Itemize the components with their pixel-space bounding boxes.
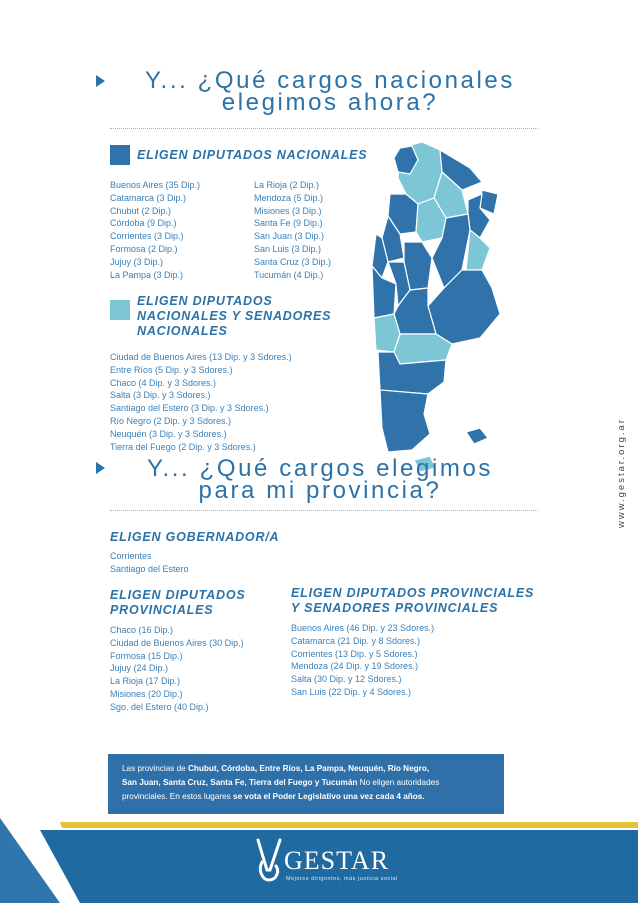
list-item: Santa Cruz (3 Dip.)	[254, 256, 332, 267]
list-item: Buenos Aires (46 Dip. y 23 Sdores.)	[291, 623, 435, 633]
list-item: Chubut (2 Dip.)	[110, 205, 172, 216]
map-region-malvinas	[466, 428, 488, 444]
gestar-tagline: Mejores dirigentes, más justicia social	[286, 876, 398, 882]
list-item: Misiones (3 Dip.)	[254, 205, 322, 216]
divider	[110, 128, 538, 129]
gestar-logo-icon	[254, 836, 284, 884]
divider	[110, 510, 538, 511]
note-line1	[122, 762, 494, 776]
list-item: Mendoza (5 Dip.)	[254, 192, 324, 203]
list-item: Sgo. del Estero (40 Dip.)	[110, 701, 209, 712]
list-item: Santiago del Estero (3 Dip. y 3 Sdores.)	[110, 403, 269, 414]
note-text: No eligen autoridades	[357, 778, 440, 787]
side-url: www.gestar.org.ar	[616, 418, 627, 529]
list-item: La Pampa (3 Dip.)	[110, 269, 184, 280]
dip-prov-title	[110, 588, 246, 618]
map-region-santacruz	[380, 390, 430, 452]
list-item: Santa Fe (9 Dip.)	[254, 218, 323, 229]
list-item: Jujuy (3 Dip.)	[110, 256, 164, 267]
note-line3	[122, 790, 494, 804]
dip-prov-title-line1: ELIGEN DIPUTADOS	[110, 588, 246, 602]
list-item: Entre Ríos (5 Dip. y 3 Sdores.)	[110, 364, 233, 375]
list-item: Misiones (20 Dip.)	[110, 688, 183, 699]
dip-sen-prov-title	[291, 586, 534, 616]
list-item: San Juan (3 Dip.)	[254, 231, 325, 242]
list-item: Catamarca (3 Dip.)	[110, 192, 187, 203]
dip-sen-prov-title-line2: Y SENADORES PROVINCIALES	[291, 601, 499, 615]
list-item: Tierra del Fuego (2 Dip. y 3 Sdores.)	[110, 441, 256, 452]
legend-swatch-light	[110, 300, 130, 320]
map-region-buenosaires	[428, 270, 500, 344]
dip-prov-list	[110, 624, 244, 714]
section1-heading-line2: elegimos ahora?	[221, 89, 439, 116]
section2-heading-line1: Y... ¿Qué cargos elegimos	[146, 455, 494, 482]
list-item: Formosa (2 Dip.)	[110, 243, 178, 254]
play-bullet-icon	[96, 462, 105, 474]
list-item: Corrientes (13 Dip. y 5 Sdores.)	[291, 648, 418, 659]
list-item: Salta (3 Dip. y 3 Sdores.)	[110, 390, 211, 401]
list-item: Salta (30 Dip. y 12 Sdores.)	[291, 674, 402, 685]
group-a-title: ELIGEN DIPUTADOS NACIONALES	[137, 148, 368, 162]
list-item: Corrientes (3 Dip.)	[110, 231, 184, 242]
list-item: Neuquén (3 Dip. y 3 Sdores.)	[110, 428, 227, 439]
section2-heading	[110, 455, 530, 504]
list-item: Mendoza (24 Dip. y 19 Sdores.)	[291, 661, 419, 672]
group-a-col2	[254, 179, 331, 281]
list-item: Santiago del Estero	[110, 563, 189, 574]
group-b-list	[110, 351, 292, 453]
list-item: Jujuy (24 Dip.)	[110, 663, 169, 674]
list-item: San Luis (22 Dip. y 4 Sdores.)	[291, 686, 412, 697]
note-text: provinciales. En estos lugares	[122, 792, 234, 801]
list-item: Chaco (4 Dip. y 3 Sdores.)	[110, 377, 217, 388]
note-bold: Chubut, Córdoba, Entre Ríos, La Pampa, Neuquén, Río Negro,	[188, 764, 430, 773]
list-item: Córdoba (9 Dip.)	[110, 218, 177, 229]
note-box	[108, 754, 504, 814]
list-item: Catamarca (21 Dip. y 8 Sdores.)	[291, 635, 421, 646]
gobernador-title: ELIGEN GOBERNADOR/A	[110, 530, 280, 544]
section1-heading	[110, 67, 550, 116]
dip-sen-prov-list	[291, 622, 434, 699]
list-item: Ciudad de Buenos Aires (30 Dip.)	[110, 637, 244, 648]
list-item: Río Negro (2 Dip. y 3 Sdores.)	[110, 415, 232, 426]
list-item: Formosa (15 Dip.)	[110, 650, 183, 661]
note-line2	[122, 776, 494, 790]
map-region-entrerios	[466, 230, 490, 270]
list-item: Tucumán (4 Dip.)	[254, 269, 324, 280]
dip-sen-prov-title-line1: ELIGEN DIPUTADOS PROVINCIALES	[291, 586, 535, 600]
section2-heading-line2: para mi provincia?	[198, 477, 442, 504]
group-b-title-line2: NACIONALES Y SENADORES	[137, 309, 332, 323]
list-item: Corrientes	[110, 551, 152, 561]
list-item: La Rioja (2 Dip.)	[254, 180, 320, 190]
argentina-map	[370, 138, 530, 478]
group-a-col1	[110, 179, 200, 281]
dip-prov-title-line2: PROVINCIALES	[110, 603, 214, 617]
group-b-title	[137, 294, 331, 339]
gestar-logo-text: GESTAR	[284, 846, 390, 875]
list-item: Chaco (16 Dip.)	[110, 625, 174, 635]
play-bullet-icon	[96, 75, 105, 87]
group-b-title-line3: NACIONALES	[137, 324, 228, 338]
list-item: San Luis (3 Dip.)	[254, 243, 322, 254]
note-text: Las provincias de	[122, 764, 188, 773]
section1-heading-line1: Y... ¿Qué cargos nacionales	[145, 67, 515, 94]
legend-swatch-dark	[110, 145, 130, 165]
gobernador-list	[110, 550, 189, 576]
note-bold: San Juan, Santa Cruz, Santa Fe, Tierra del Fuego y Tucumán	[122, 778, 358, 787]
group-b-title-line1: ELIGEN DIPUTADOS	[137, 294, 273, 308]
list-item: La Rioja (17 Dip.)	[110, 676, 181, 687]
map-region-rionegro	[394, 334, 452, 364]
page-number: 03	[8, 872, 25, 889]
list-item: Buenos Aires (35 Dip.)	[110, 180, 201, 190]
list-item: Ciudad de Buenos Aires (13 Dip. y 3 Sdores.)	[110, 352, 292, 362]
note-bold: se vota el Poder Legislativo una vez cada 4 años.	[233, 792, 425, 801]
